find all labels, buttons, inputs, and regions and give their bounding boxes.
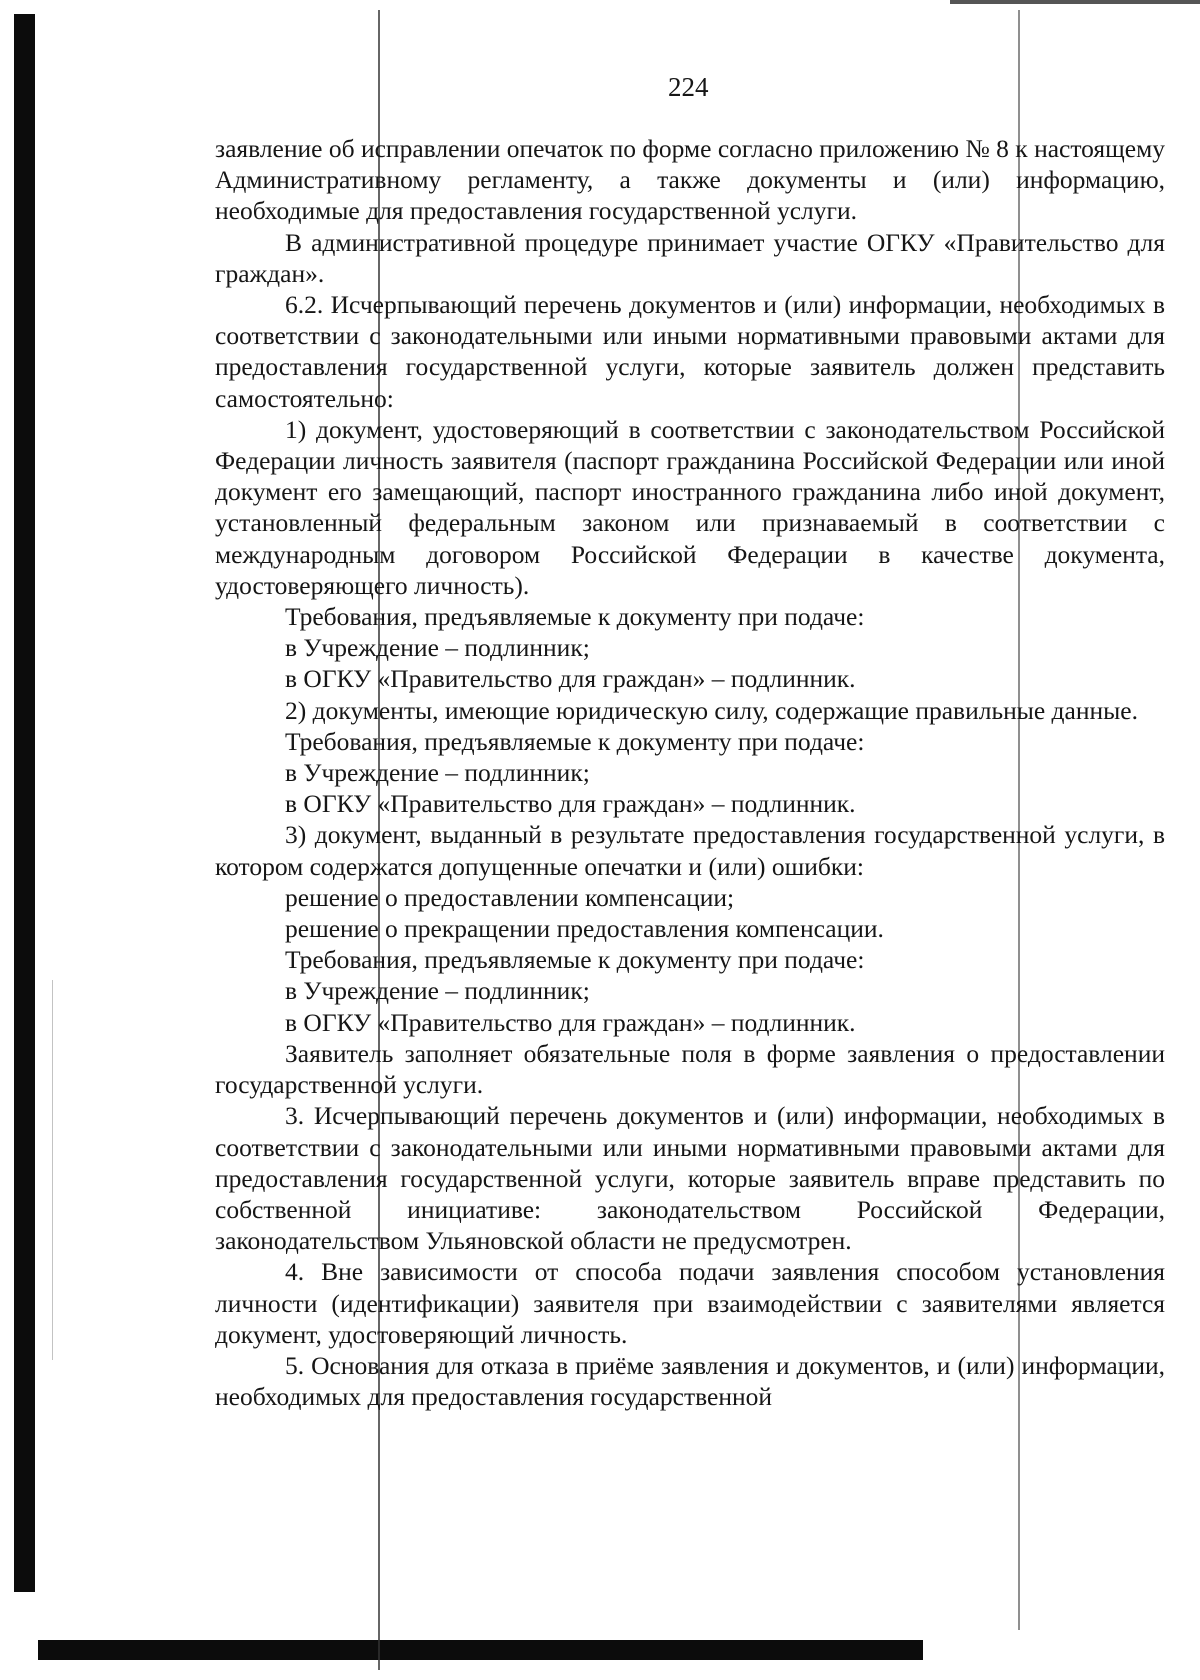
paragraph: в Учреждение – подлинник; (285, 976, 590, 1006)
scan-edge-left (14, 14, 35, 1592)
paragraph: 2) документы, имеющие юридическую силу, содержащие правильные данные. (285, 695, 1138, 725)
paragraph: решение о прекращении предоставления компенсации. (285, 914, 884, 944)
paragraph: в Учреждение – подлинник; (285, 633, 590, 663)
scan-edge-top (950, 0, 1200, 4)
paragraph: Требования, предъявляемые к документу при подаче: (285, 726, 865, 756)
paragraph: 3. Исчерпывающий перечень документов и (или) информации, необходимых в соответствии с законодательными или иными нормативными правовыми актами для предоставления государственной услуги, которые заявитель вправе представить по собственной инициативе: законодательством Российской Федерации, законодательством Ульяновской области не предусмотрен. (215, 1101, 1165, 1256)
document-body (215, 133, 1165, 1412)
paragraph: 5. Основания для отказа в приёме заявления и документов, и (или) информации, необходимых для предоставления государственной (215, 1350, 1165, 1412)
paragraph: 1) документ, удостоверяющий в соответствии с законодательством Российской Федерации личность заявителя (паспорт гражданина Российской Федерации или иной документ его замещающий, паспорт иностранного гражданина либо иной документ, установленный федеральным законом или признаваемый в соответствии с международным договором Российской Федерации в качестве документа, удостоверяющего личность). (215, 414, 1165, 600)
paragraph: Заявитель заполняет обязательные поля в форме заявления о предоставлении государственной услуги. (215, 1038, 1165, 1100)
paragraph: 3) документ, выданный в результате предоставления государственной услуги, в котором содержатся допущенные опечатки и (или) ошибки: (215, 820, 1165, 881)
paragraph: в ОГКУ «Правительство для граждан» – подлинник. (285, 789, 856, 819)
scan-edge-bottom (38, 1640, 923, 1660)
paragraph: заявление об исправлении опечаток по форме согласно приложению № 8 к настоящему Административному регламенту, а также документы и (или) информацию, необходимые для предоставления государственной услуги. (215, 134, 1165, 226)
paragraph: 4. Вне зависимости от способа подачи заявления способом установления личности (идентификации) заявителя при взаимодействии с заявителями является документ, удостоверяющий личность. (215, 1257, 1165, 1349)
paragraph: в Учреждение – подлинник; (285, 758, 590, 788)
paragraph: Требования, предъявляемые к документу при подаче: (285, 945, 865, 975)
page-number: 224 (668, 72, 709, 102)
paragraph: Требования, предъявляемые к документу при подаче: (285, 602, 865, 632)
paragraph: в ОГКУ «Правительство для граждан» – подлинник. (285, 1007, 856, 1037)
scan-fold-line (52, 980, 53, 1360)
paragraph: 6.2. Исчерпывающий перечень документов и (или) информации, необходимых в соответствии с законодательными или иными нормативными правовыми актами для предоставления государственной услуги, которые заявитель должен представить самостоятельно: (215, 290, 1165, 413)
paragraph: решение о предоставлении компенсации; (285, 882, 735, 912)
paragraph: В административной процедуре принимает участие ОГКУ «Правительство для граждан». (215, 227, 1165, 288)
paragraph: в ОГКУ «Правительство для граждан» – подлинник. (285, 664, 856, 694)
